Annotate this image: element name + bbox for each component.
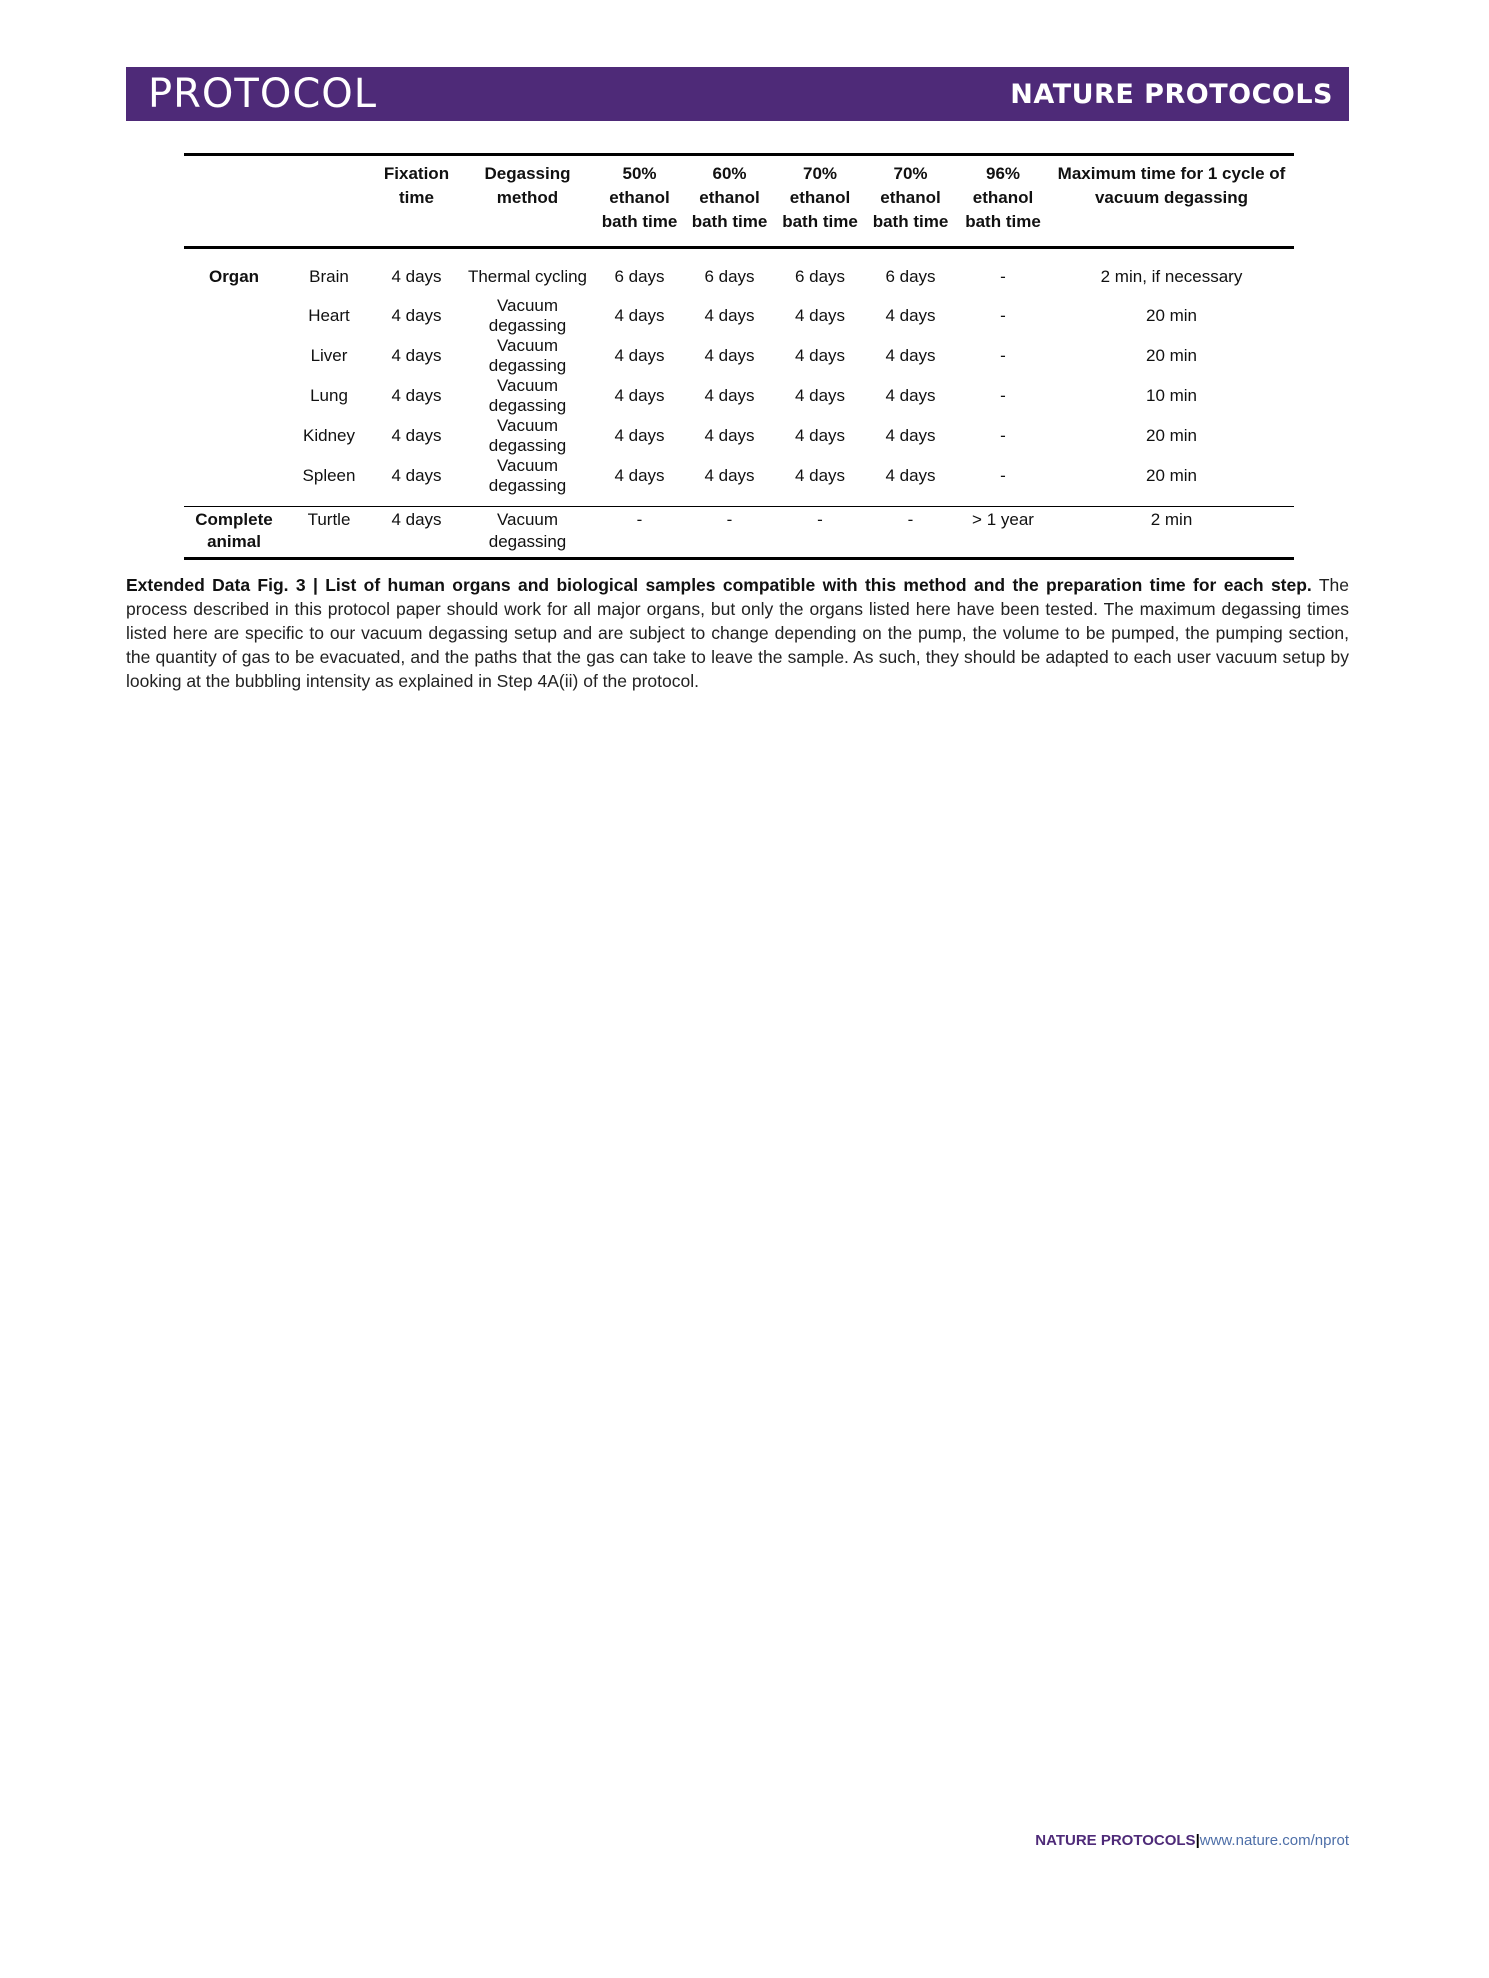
column-header <box>284 155 374 248</box>
table-cell: - <box>636 510 643 529</box>
sample-name: Heart <box>308 306 350 325</box>
section-label: PROTOCOL <box>148 71 378 117</box>
table-cell: Vacuum degassing <box>488 416 567 455</box>
table-cell: 4 days <box>794 466 846 485</box>
table-cell: 4 days <box>704 386 755 405</box>
table-row <box>184 296 1294 336</box>
column-header: 96% ethanol bath time <box>965 164 1041 231</box>
table-cell: - <box>1000 426 1006 445</box>
table-cell: 20 min <box>1145 426 1198 445</box>
table-cell: 4 days <box>704 426 755 445</box>
table-cell: 4 days <box>391 510 442 529</box>
sample-name: Spleen <box>302 466 356 485</box>
table-row <box>184 376 1294 416</box>
table-cell: - <box>907 510 914 529</box>
table-cell: 4 days <box>391 386 442 405</box>
column-header: 70% ethanol bath time <box>872 164 949 231</box>
table-cell: 20 min <box>1145 466 1198 485</box>
table-cell: 6 days <box>704 266 755 286</box>
group-label <box>184 376 284 416</box>
table-cell: 4 days <box>614 426 665 445</box>
table-row <box>184 336 1294 376</box>
caption-body: The process described in this protocol paper should work for all major organs, but only the organs listed here have been tested. The maximum degassing times listed here are specific to our vacuum degassing setup and are subject to change depending on the pump, the volume to be pumped, the pumping section, the quantity of gas to be evacuated, and the paths that the gas can take to leave the sample. As such, they should be adapted to each user vacuum setup by looking at the bubbling intensity as explained in Step 4A(ii) of the protocol. <box>126 575 1350 691</box>
table-cell: 4 days <box>794 386 846 405</box>
table-cell: 4 days <box>704 466 755 485</box>
table-cell: - <box>1000 306 1006 325</box>
table-cell: 2 min, if necessary <box>1100 266 1243 286</box>
table-cell: 2 min <box>1150 510 1193 529</box>
table-cell: 4 days <box>614 346 665 365</box>
table-cell: 4 days <box>794 426 846 445</box>
figure-caption <box>126 573 1349 693</box>
group-label: Complete animal <box>195 510 273 551</box>
table-cell: 4 days <box>391 266 442 286</box>
table-cell: 6 days <box>885 266 936 286</box>
table-cell: 4 days <box>391 346 442 365</box>
table-cell: - <box>1000 386 1006 405</box>
table-cell: 6 days <box>614 266 665 286</box>
group-label <box>184 416 284 456</box>
table-cell: Vacuum degassing <box>488 296 567 335</box>
table-cell: 4 days <box>391 466 442 485</box>
table-cell: 10 min <box>1145 386 1198 405</box>
table-cell: 4 days <box>614 306 665 325</box>
table-row <box>184 456 1294 507</box>
footer-journal: NATURE PROTOCOLS <box>1035 1832 1196 1849</box>
sample-name: Brain <box>309 266 349 286</box>
table-header-row <box>184 155 1294 248</box>
table-cell: 4 days <box>614 386 665 405</box>
sample-name: Kidney <box>303 426 355 445</box>
sample-name: Liver <box>310 346 348 365</box>
table-cell: 4 days <box>614 466 665 485</box>
column-header: Maximum time for 1 cycle of vacuum degassing <box>1057 164 1286 207</box>
table-row <box>184 507 1294 559</box>
group-label <box>184 296 284 336</box>
column-header: 50% ethanol bath time <box>601 164 678 231</box>
table-cell: - <box>1000 346 1006 365</box>
sample-name: Turtle <box>307 510 351 529</box>
table-cell: 20 min <box>1145 346 1198 365</box>
table-cell: 4 days <box>794 306 846 325</box>
table-body <box>184 248 1294 559</box>
table-cell: 4 days <box>704 346 755 365</box>
table-cell: Vacuum degassing <box>488 456 567 495</box>
table-cell: Vacuum degassing <box>488 510 567 551</box>
journal-name: NATURE PROTOCOLS <box>1010 79 1333 110</box>
group-label <box>184 456 284 507</box>
table-cell: - <box>1000 266 1006 286</box>
caption-title: Extended Data Fig. 3 | List of human organs and biological samples compatible with this method and the preparation time for each step. <box>126 575 1312 595</box>
column-header: Fixation time <box>383 164 450 207</box>
footer-separator: | <box>1195 1832 1200 1849</box>
sample-name: Lung <box>310 386 348 405</box>
table-cell: - <box>1000 466 1006 485</box>
table-cell: 4 days <box>885 306 936 325</box>
table-cell: Vacuum degassing <box>488 376 567 415</box>
page-footer <box>1035 1832 1349 1849</box>
column-header <box>184 155 284 248</box>
table-cell: 4 days <box>794 346 846 365</box>
table-cell: 4 days <box>391 306 442 325</box>
page-header <box>126 67 1349 121</box>
table-row <box>184 416 1294 456</box>
table-cell: 20 min <box>1145 306 1198 325</box>
column-header: Degassing method <box>484 164 571 207</box>
column-header: 60% ethanol bath time <box>691 164 768 231</box>
group-label <box>184 336 284 376</box>
data-table <box>184 153 1294 560</box>
table-cell: Vacuum degassing <box>488 336 567 375</box>
table-cell: 4 days <box>885 346 936 365</box>
column-header: 70% ethanol bath time <box>782 164 858 231</box>
group-label: Organ <box>208 266 260 286</box>
table-cell: 4 days <box>391 426 442 445</box>
table-cell: 4 days <box>704 306 755 325</box>
table-cell: Thermal cycling <box>467 266 588 286</box>
table-cell: 4 days <box>885 466 936 485</box>
table-cell: - <box>817 510 823 529</box>
table-cell: - <box>726 510 733 529</box>
table-cell: > 1 year <box>972 510 1034 529</box>
footer-url-link[interactable]: www.nature.com/nprot <box>1199 1832 1349 1849</box>
table-cell: 4 days <box>885 426 936 445</box>
table-cell: 6 days <box>794 266 846 286</box>
table-cell: 4 days <box>885 386 936 405</box>
table-row <box>184 248 1294 297</box>
